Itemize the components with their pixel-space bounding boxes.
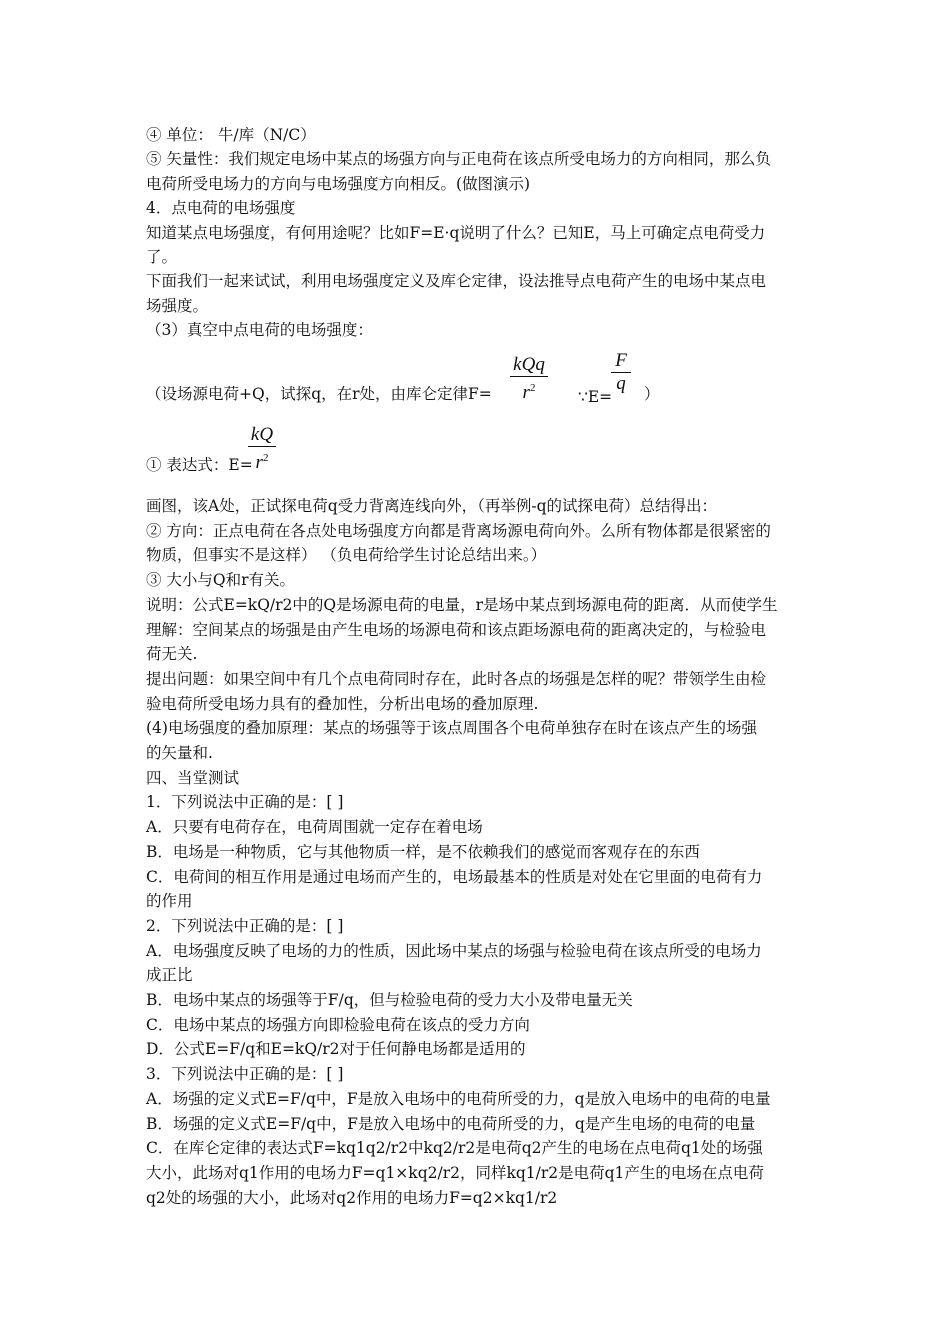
text-line: ③ 大小与Q和r有关。: [146, 571, 296, 590]
text-line: 3．下列说法中正确的是：[ ]: [146, 1065, 344, 1084]
text-line: C．在库仑定律的表达式F=kq1q2/r2中kq2/r2是电荷q2产生的电场在点电荷q1处的场强: [146, 1139, 763, 1158]
text-line: 2．下列说法中正确的是：[ ]: [146, 916, 344, 935]
text-line: 理解：空间某点的场强是由产生电场的场源电荷和该点距场源电荷的距离决定的，与检验电: [146, 620, 767, 639]
text-line: B．电场是一种物质，它与其他物质一样，是不依赖我们的感觉而客观存在的东西: [146, 842, 700, 861]
text-line: 下面我们一起来试试，利用电场强度定义及库仑定律，设法推导点电荷产生的电场中某点电: [146, 272, 767, 291]
text-line: 知道某点电场强度，有何用途呢？比如F=E·q说明了什么？已知E，马上可确定点电荷受力: [146, 223, 766, 242]
text-line: B．电场中某点的场强等于F/q，但与检验电荷的受力大小及带电量无关: [146, 991, 633, 1009]
coulomb-line: [146, 384, 492, 404]
fraction-kqq-over-r2: [510, 354, 548, 404]
text-line: B．场强的定义式E=F/q中，F是放入电场中的电荷所受的力，q是产生电场的电荷的电量: [146, 1114, 756, 1133]
fraction-denominator: $r^2$: [522, 382, 536, 403]
fraction-denominator: q: [616, 373, 626, 394]
text-line: A．电场强度反映了电场的力的性质，因此场中某点的场强与检验电荷在该点所受的电场力: [146, 941, 762, 960]
text-line: （3）真空中点电荷的电场强度：: [146, 321, 373, 340]
coulomb-line-middle: ∵E=: [578, 388, 613, 406]
coulomb-line-prefix: （设场源电荷+Q，试探q，在r处，由库仑定律F=: [146, 385, 492, 403]
fraction-numerator: kQ: [250, 424, 274, 445]
text-line: ⑤ 矢量性：我们规定电场中某点的场强方向与正电荷在该点所受电场力的方向相同，那么负: [146, 150, 771, 169]
text-line: 1．下列说法中正确的是：[ ]: [146, 793, 344, 812]
text-line: q2处的场强的大小，此场对q2作用的电场力F=q2×kq1/r2: [146, 1188, 558, 1207]
text-line: 4．点电荷的电场强度: [146, 199, 296, 218]
text-line: 大小，此场对q1作用的电场力F=q1×kq2/r2，同样kq1/r2是电荷q1产生的电场在点电荷: [146, 1163, 764, 1182]
text-line: 成正比: [146, 966, 193, 985]
text-line: C．电场中某点的场强方向即检验电荷在该点的受力方向: [146, 1015, 530, 1034]
text-line: 荷无关.: [146, 645, 198, 664]
fraction-denominator: $r^2$: [255, 452, 269, 473]
text-line: A．场强的定义式E=F/q中，F是放入电场中的电荷所受的力，q是放入电场中的电荷的电量: [146, 1089, 771, 1108]
text-line: D．公式E=F/q和E=kQ/r2对于任何静电场都是适用的: [146, 1040, 526, 1059]
text-line: 的矢量和.: [146, 744, 213, 762]
text-line: ② 方向：正点电荷在各点处电场强度方向都是背离场源电荷向外。么所有物体都是很紧密的: [146, 521, 771, 540]
fraction-numerator: F: [615, 350, 627, 371]
text-line: C．电荷间的相互作用是通过电场而产生的，电场最基本的性质是对处在它里面的电荷有力: [146, 867, 763, 886]
text-line: 画图，该A处，正试探电荷q受力背离连线向外，（再举例-q的试探电荷）总结得出：: [146, 497, 718, 515]
text-line: 了。: [146, 248, 178, 266]
text-line: 场强度。: [146, 296, 209, 315]
fraction-numerator: kQq: [513, 354, 545, 375]
text-line: (4)电场强度的叠加原理：某点的场强等于该点周围各个电荷单独存在时在该点产生的场强: [146, 719, 757, 738]
text-line: A．只要有电荷存在，电荷周围就一定存在着电场: [146, 818, 483, 837]
coulomb-line-suffix: ）: [644, 385, 660, 403]
text-line: 四、当堂测试: [146, 768, 240, 787]
expression-line: ① 表达式：E=: [146, 456, 253, 474]
fraction-f-over-q: [611, 350, 631, 395]
text-line: 电荷所受电场力的方向与电场强度方向相反。(做图演示): [146, 174, 531, 193]
text-line: 说明：公式E=kQ/r2中的Q是场源电荷的电量，r是场中某点到场源电荷的距离．从而使学生: [146, 595, 778, 614]
text-line: ④ 单位： 牛/库（N/C）: [146, 126, 316, 144]
text-line: 的作用: [146, 892, 193, 911]
text-line: 验电荷所受电场力具有的叠加性，分析出电场的叠加原理.: [146, 694, 539, 713]
fraction-kq-over-r2: [248, 424, 276, 474]
text-line: 物质，但事实不是这样） （负电荷给学生讨论总结出来。）: [146, 546, 547, 565]
text-line: 提出问题：如果空间中有几个点电荷同时存在，此时各点的场强是怎样的呢？带领学生由检: [146, 669, 767, 688]
